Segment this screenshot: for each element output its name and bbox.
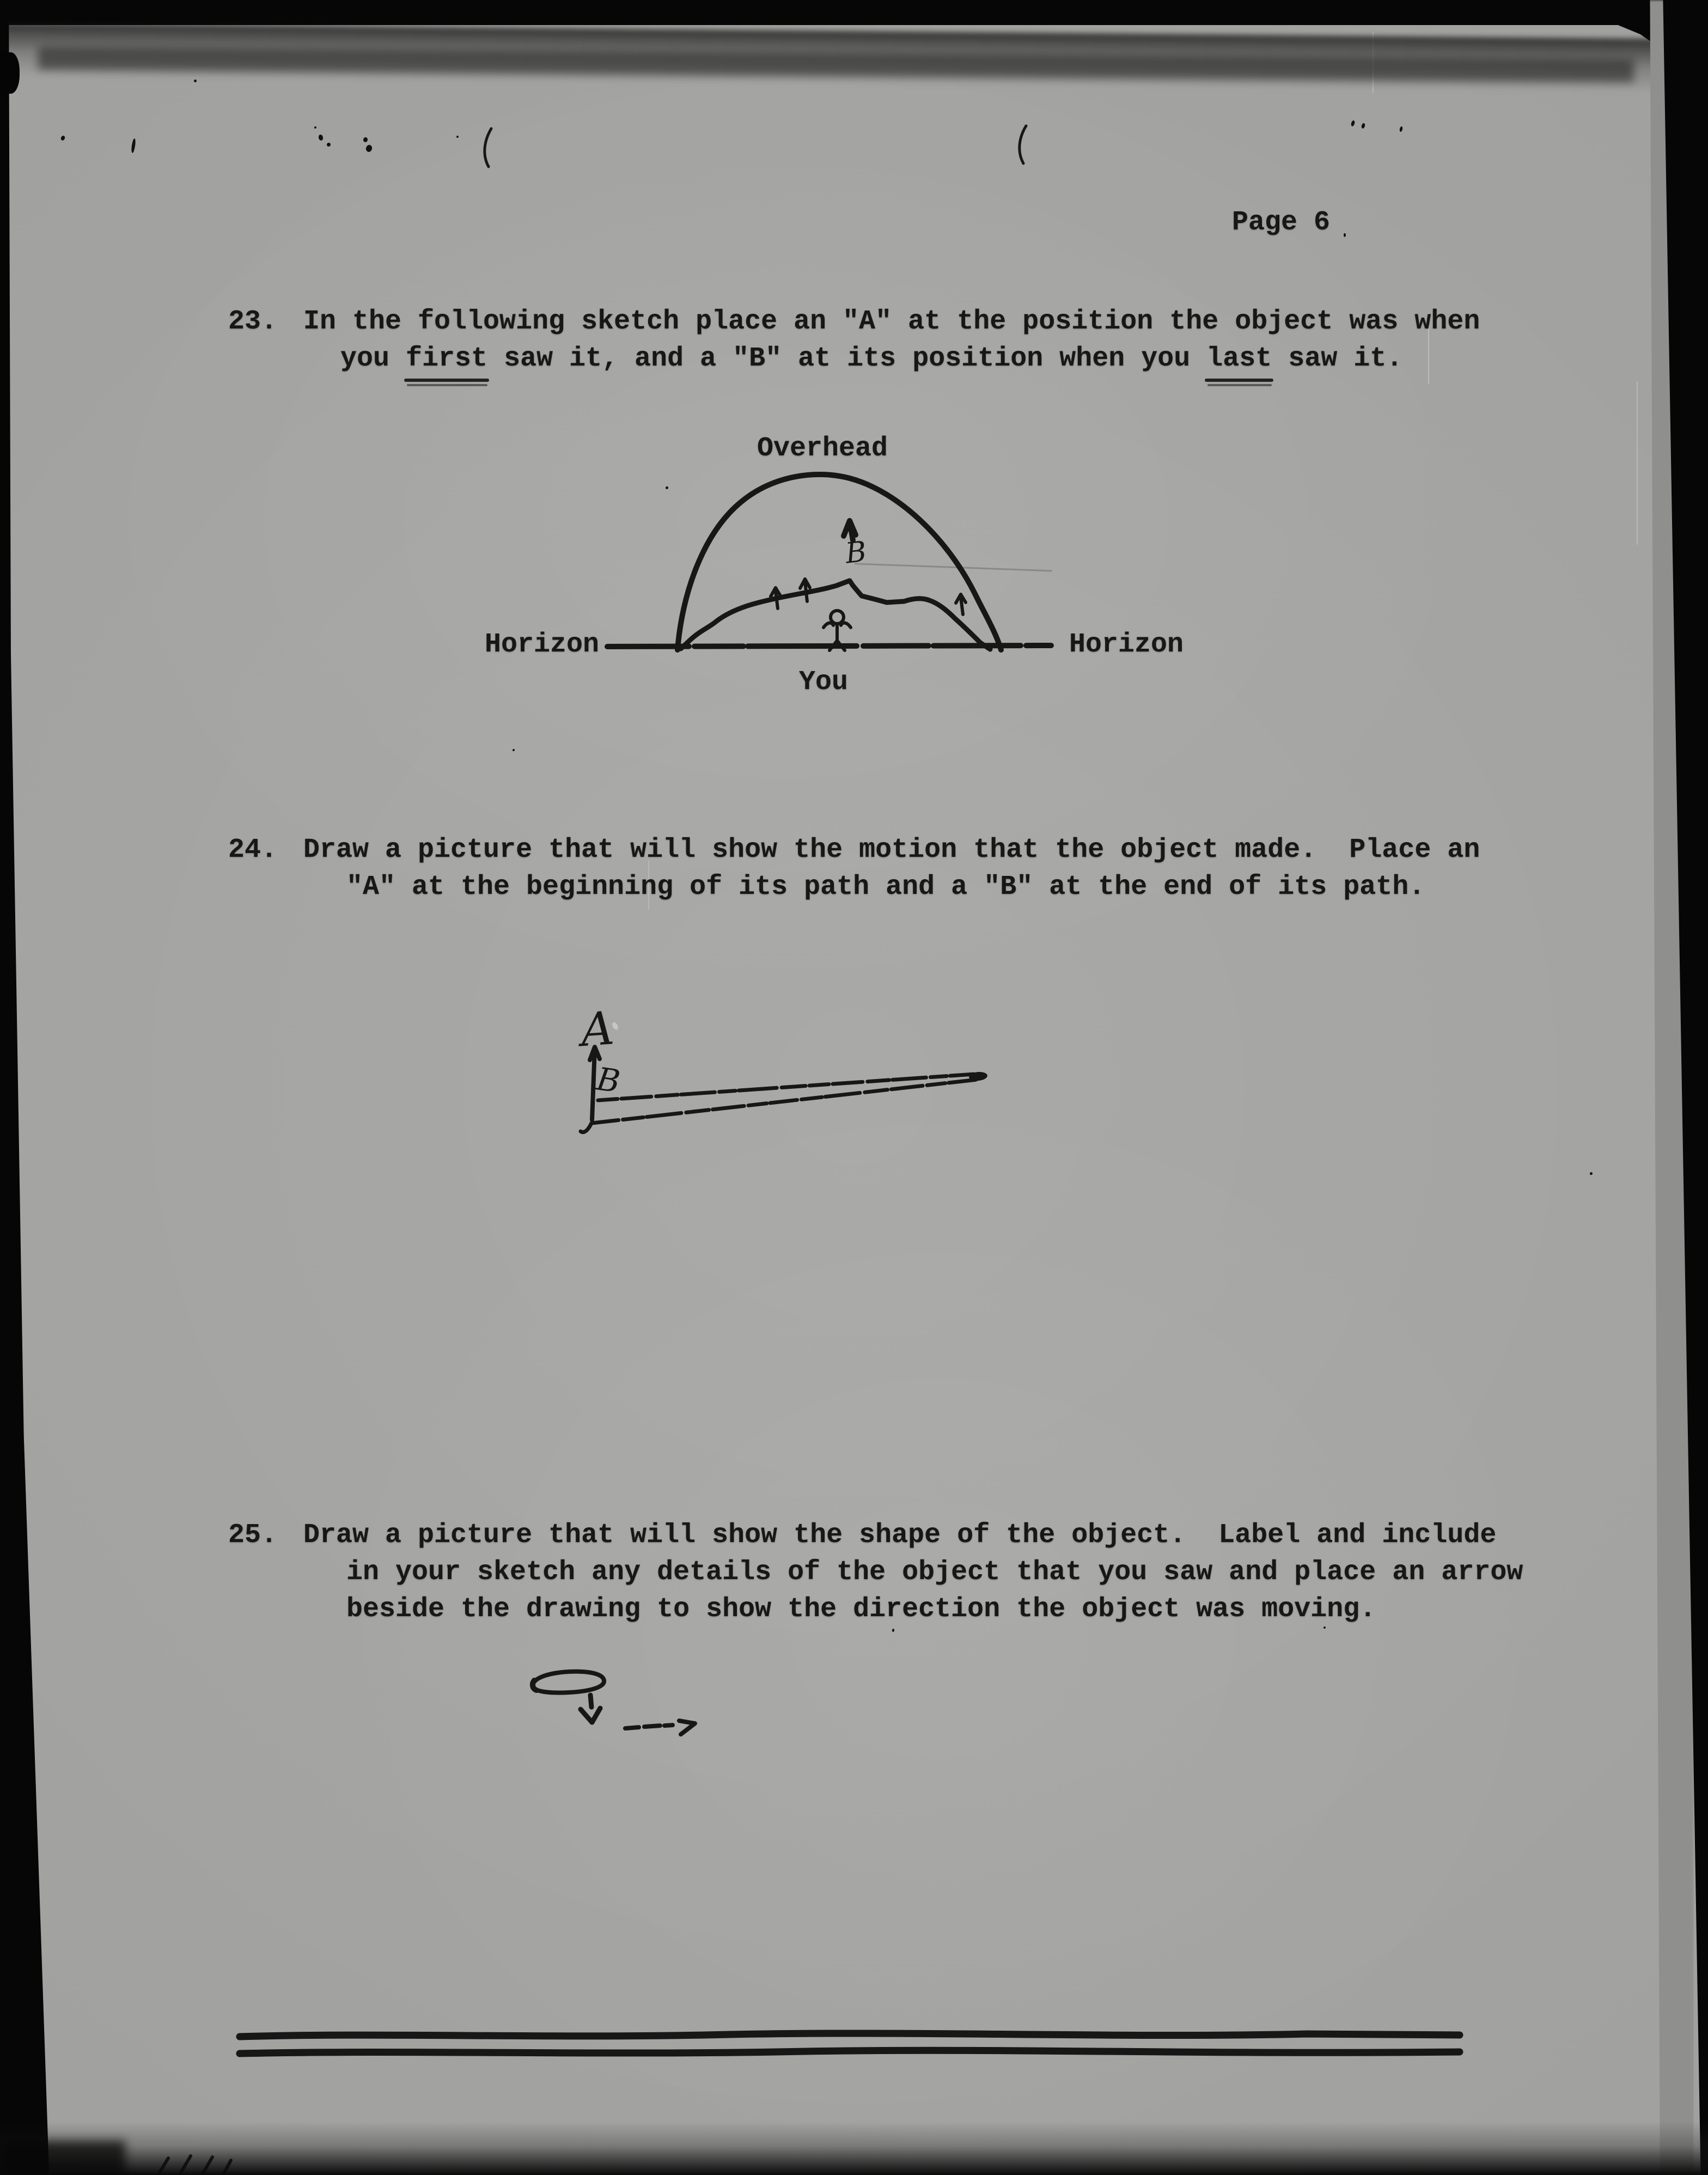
object-shape-sketch [533,1672,695,1734]
q23-text: saw it, and a "B" at its position when you [487,343,1207,374]
handwritten-b-label: B [594,1060,623,1100]
question-23-line-1: In the following sketch place an "A" at the position the object was when [303,306,1480,337]
scan-bottom-border [0,2122,1708,2175]
q23-underlined-last: last [1206,343,1272,374]
motion-path-sketch [575,1001,987,1132]
q23-text: you [340,343,406,374]
paper-crease [855,564,1051,571]
overhead-label: Overhead [757,433,888,464]
q23-underlined-first: first [406,343,488,374]
up-arrow-icon [956,594,966,614]
handwritten-a-label: A [579,1001,616,1057]
motion-path-tail [581,1123,591,1132]
horizon-line [607,645,1051,647]
object-oval-outline [533,1672,604,1693]
question-23-number: 23. [228,306,278,337]
scan-top-border [0,0,1708,25]
object-oval-left-end [533,1680,536,1690]
down-arrow-icon [581,1695,600,1722]
question-25-line-2: in your sketch any details of the object that you saw and place an arrow [346,1557,1523,1588]
question-24-line-1: Draw a picture that will show the motion that the object made. Place an [303,834,1480,866]
question-25-number: 25. [228,1520,278,1551]
bottom-divider [240,2033,1460,2054]
handwritten-b-mark: B [844,535,868,570]
dome-sketch [607,474,1051,650]
question-25-line-1: Draw a picture that will show the shape of the object. Label and include [303,1520,1497,1551]
q23-text: saw it. [1272,343,1403,374]
scan-left-notch [0,52,20,94]
divider-rule-bottom [240,2050,1460,2054]
page-number: Page 6 [1232,207,1331,238]
divider-rule-top [240,2033,1460,2037]
right-arrow-icon [679,1721,695,1734]
you-label: You [799,667,849,698]
scan-bottom-left-corner [0,2141,125,2175]
horizon-right-label: Horizon [1069,629,1184,660]
question-25-line-3: beside the drawing to show the direction the object was moving. [346,1594,1376,1625]
question-24-number: 24. [228,834,278,866]
horizon-left-label: Horizon [485,629,600,660]
right-parenthesis-mark [1020,126,1026,163]
question-24-line-2: "A" at the beginning of its path and a "B" at the end of its path. [346,872,1425,903]
direction-dashed-line [625,1725,673,1728]
left-parenthesis-mark [485,129,491,167]
stick-figure-head [831,611,844,624]
